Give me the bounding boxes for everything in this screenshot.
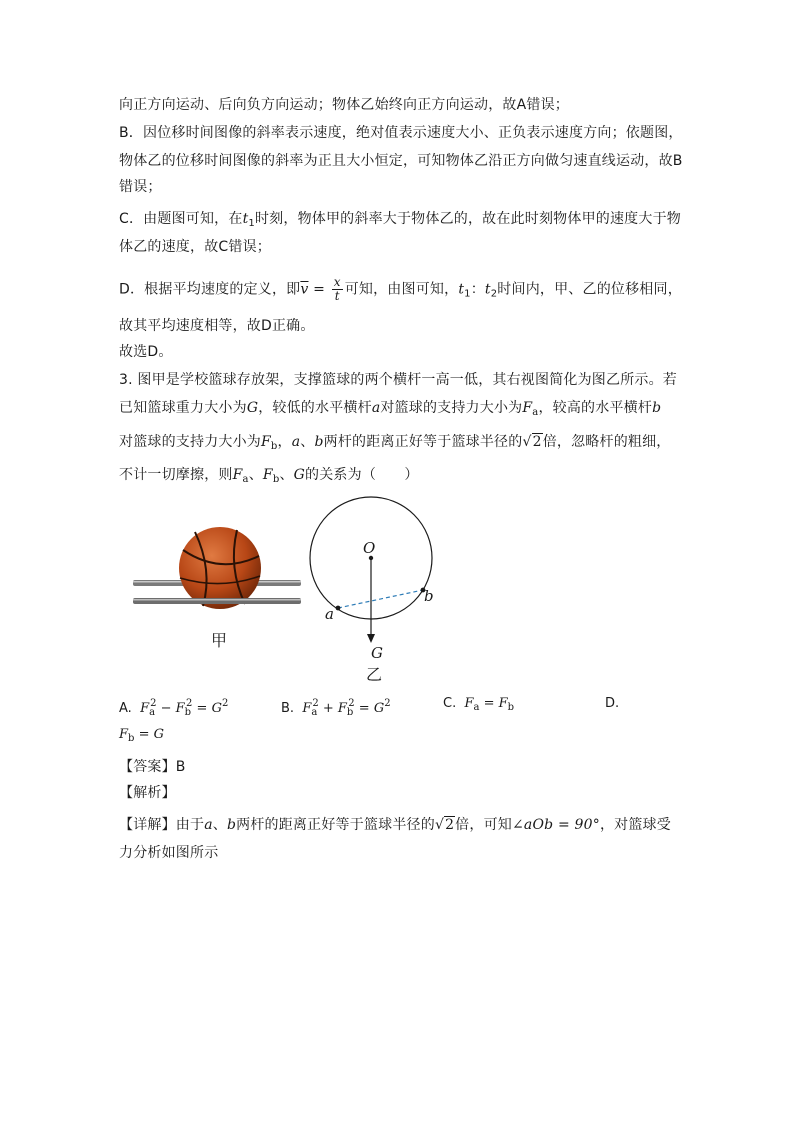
option-b: B. $F_a^2 + F_b^2 = G^2$ (281, 698, 391, 718)
figure-jia-basketball-photo (133, 520, 303, 615)
label-b: b (424, 587, 434, 605)
text-line: D．根据平均速度的定义，即$\overline{v}$ = $\frac{x}{t}$ 可知，由图可知，$t_1$：$t_2$时间内，甲、乙的位移相同， (119, 275, 682, 303)
figure-yi-diagram (300, 488, 450, 683)
text-line: 物体乙的位移时间图像的斜率为正且大小恒定，可知物体乙沿正方向做匀速直线运动，故B (119, 153, 683, 169)
figure-caption-jia: 甲 (211, 631, 228, 650)
figure-caption-yi: 乙 (366, 665, 383, 683)
question-3-line: 已知篮球重力大小为G，较低的水平横杆a对篮球的支持力大小为$F_a$，较高的水平横杆b (119, 400, 662, 418)
analysis-label: 【解析】 (119, 785, 176, 801)
text-line: 体乙的速度，故C错误； (119, 239, 271, 255)
detail-line: 力分析如图所示 (119, 845, 219, 861)
detail-line: 【详解】由于a、b两杆的距离正好等于篮球半径的√2倍，可知∠aOb = 90°，对篮球受 (119, 817, 671, 833)
text-line: 错误； (119, 179, 162, 195)
fraction-x-over-t: $\frac{x}{t}$ (333, 275, 341, 303)
option-a: A. $F_a^2 - F_b^2 = G^2$ (119, 698, 229, 718)
answer-line: 【答案】B (119, 759, 186, 775)
option-d-label: D. (605, 696, 620, 711)
sqrt-2: √2 (522, 434, 542, 450)
option-c: C. $F_a = F_b$ (443, 696, 515, 713)
text-line: 故其平均速度相等，故D正确。 (119, 318, 315, 334)
question-3-line: 不计一切摩擦，则$F_a$、$F_b$、G的关系为（ ） (119, 467, 419, 485)
text-line: C．由题图可知，在$t_1$时刻，物体甲的斜率大于物体乙的，故在此时刻物体甲的速度大于物 (119, 211, 681, 229)
point-a (336, 606, 341, 611)
label-G: G (371, 644, 383, 662)
text-line: B．因位移时间图像的斜率表示速度，绝对值表示速度大小、正负表示速度方向；依题图， (119, 125, 683, 141)
option-d-expression: $F_b = G$ (119, 727, 164, 744)
label-a: a (325, 605, 334, 623)
sqrt-2: √2 (434, 817, 455, 833)
question-3-line: 3. 图甲是学校篮球存放架，支撑篮球的两个横杆一高一低，其右视图简化为图乙所示。若 (119, 372, 678, 388)
text-line: 向正方向运动、后向负方向运动；物体乙始终向正方向运动，故A错误； (119, 97, 569, 113)
basketball (179, 527, 261, 609)
gravity-arrow-head (367, 634, 375, 643)
label-O: O (363, 539, 376, 557)
rack-bar-low (133, 598, 301, 604)
text-line: 故选D。 (119, 344, 173, 360)
question-3-line: 对篮球的支持力大小为$F_b$，a、b两杆的距离正好等于篮球半径的√2倍，忽略杆的粗细， (119, 434, 671, 452)
